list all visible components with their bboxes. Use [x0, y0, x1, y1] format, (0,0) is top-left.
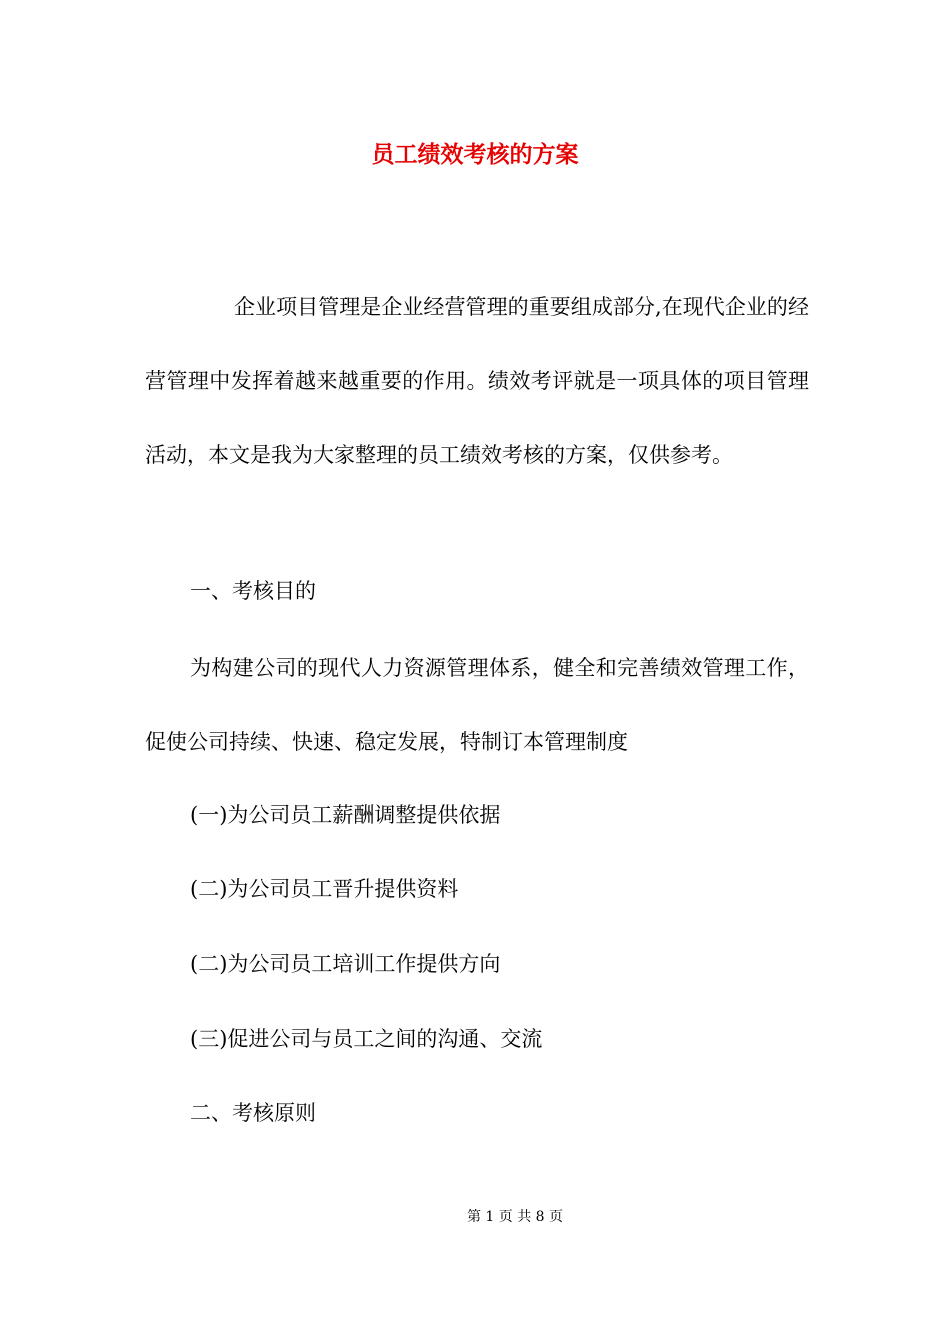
document-title: 员工绩效考核的方案	[371, 141, 579, 168]
purpose-item-3: (二)为公司员工培训工作提供方向	[190, 952, 501, 976]
intro-paragraph: 企业项目管理是企业经营管理的重要组成部分,在现代企业的经营管理中发挥着越来越重要的作用。绩效考评就是一项具体的项目管理活动，本文是我为大家整理的员工绩效考核的方案，仅供参考。	[145, 295, 809, 467]
purpose-item-2: (二)为公司员工晋升提供资料	[190, 877, 459, 901]
purpose-item-1: (一)为公司员工薪酬调整提供依据	[190, 803, 501, 827]
section-heading-principles: 二、考核原则	[190, 1101, 316, 1125]
section-heading-purpose: 一、考核目的	[190, 579, 316, 603]
page-number-footer: 第 1 页 共 8 页	[466, 1209, 564, 1225]
purpose-item-4: (三)促进公司与员工之间的沟通、交流	[190, 1027, 543, 1051]
purpose-paragraph: 为构建公司的现代人力资源管理体系，健全和完善绩效管理工作，促使公司持续、快速、稳定发展，特制订本管理制度	[145, 656, 809, 754]
